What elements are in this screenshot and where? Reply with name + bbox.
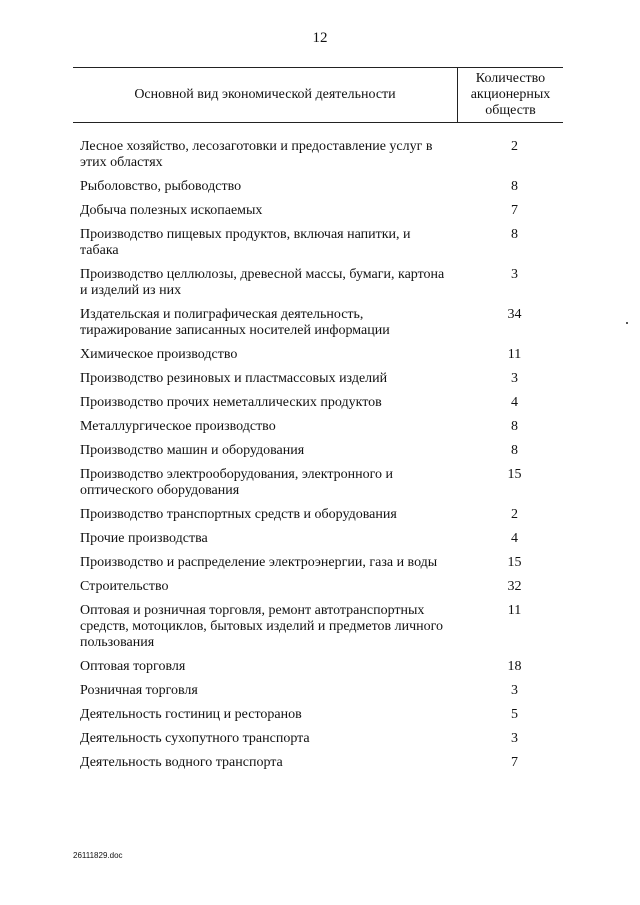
table-row: [73, 683, 563, 699]
row-count: 2: [511, 507, 518, 522]
row-count: 11: [507, 347, 522, 362]
table-row: [73, 395, 563, 411]
row-activity: Производство прочих неметаллических продуктов: [80, 395, 382, 410]
table-row: [73, 419, 563, 435]
table-row: [73, 267, 563, 299]
row-activity: Рыболовство, рыбоводство: [80, 179, 242, 194]
row-count: 3: [511, 371, 518, 386]
row-activity: Химическое производство: [80, 347, 238, 362]
row-count: 3: [511, 683, 518, 698]
page-number: 12: [312, 30, 328, 46]
row-count: 11: [507, 603, 522, 618]
row-activity: Издательская и полиграфическая деятельность, тиражирование записанных носителей информации: [80, 307, 390, 338]
row-activity: Строительство: [80, 579, 169, 594]
table-row: [73, 179, 563, 195]
row-activity: Лесное хозяйство, лесозаготовки и предоставление услуг в этих областях: [80, 139, 433, 170]
row-activity: Производство целлюлозы, древесной массы, бумаги, картона и изделий из них: [80, 267, 445, 298]
row-count: 7: [511, 755, 518, 770]
activity-table: [73, 67, 563, 779]
row-activity: Розничная торговля: [80, 683, 198, 698]
table-row: [73, 755, 563, 771]
table-row: [73, 347, 563, 363]
row-count: 4: [511, 395, 518, 410]
row-count: 5: [511, 707, 518, 722]
table-row: [73, 659, 563, 675]
table-row: [73, 443, 563, 459]
row-activity: Металлургическое производство: [80, 419, 276, 434]
margin-mark: [626, 322, 628, 324]
header-count: Количество акционерных обществ: [470, 71, 551, 118]
row-activity: Производство и распределение электроэнергии, газа и воды: [80, 555, 438, 570]
row-count: 34: [507, 307, 522, 322]
row-activity: Деятельность сухопутного транспорта: [80, 731, 310, 746]
row-count: 3: [511, 267, 518, 282]
row-activity: Оптовая и розничная торговля, ремонт автотранспортных средств, мотоциклов, бытовых изделий и предметов личного пользования: [80, 603, 444, 650]
table-row: [73, 731, 563, 747]
table-row: [73, 371, 563, 387]
row-activity: Деятельность гостиниц и ресторанов: [80, 707, 302, 722]
header-activity: Основной вид экономической деятельности: [73, 68, 458, 122]
table-row: [73, 603, 563, 651]
table-row: [73, 507, 563, 523]
table-header: [73, 67, 563, 123]
table-row: [73, 707, 563, 723]
row-activity: Производство электрооборудования, электронного и оптического оборудования: [80, 467, 394, 498]
row-count: 3: [511, 731, 518, 746]
document-code: 26111829.doc: [73, 851, 123, 860]
row-activity: Добыча полезных ископаемых: [80, 203, 263, 218]
table-row: [73, 579, 563, 595]
table-row: [73, 227, 563, 259]
row-activity: Производство пищевых продуктов, включая напитки, и табака: [80, 227, 411, 258]
table-row: [73, 139, 563, 171]
row-count: 8: [511, 443, 518, 458]
table-row: [73, 467, 563, 499]
row-count: 8: [511, 419, 518, 434]
row-activity: Деятельность водного транспорта: [80, 755, 283, 770]
row-count: 15: [507, 555, 522, 570]
row-count: 8: [511, 227, 518, 242]
table-row: [73, 307, 563, 339]
row-count: 7: [511, 203, 518, 218]
row-count: 8: [511, 179, 518, 194]
table-row: [73, 555, 563, 571]
row-count: 4: [511, 531, 518, 546]
row-activity: Производство транспортных средств и оборудования: [80, 507, 397, 522]
table-body: [73, 139, 563, 771]
row-activity: Производство резиновых и пластмассовых изделий: [80, 371, 388, 386]
row-activity: Прочие производства: [80, 531, 208, 546]
row-count: 2: [511, 139, 518, 154]
table-row: [73, 203, 563, 219]
row-activity: Производство машин и оборудования: [80, 443, 305, 458]
row-count: 18: [507, 659, 522, 674]
row-activity: Оптовая торговля: [80, 659, 186, 674]
row-count: 15: [507, 467, 522, 482]
table-row: [73, 531, 563, 547]
row-count: 32: [507, 579, 522, 594]
